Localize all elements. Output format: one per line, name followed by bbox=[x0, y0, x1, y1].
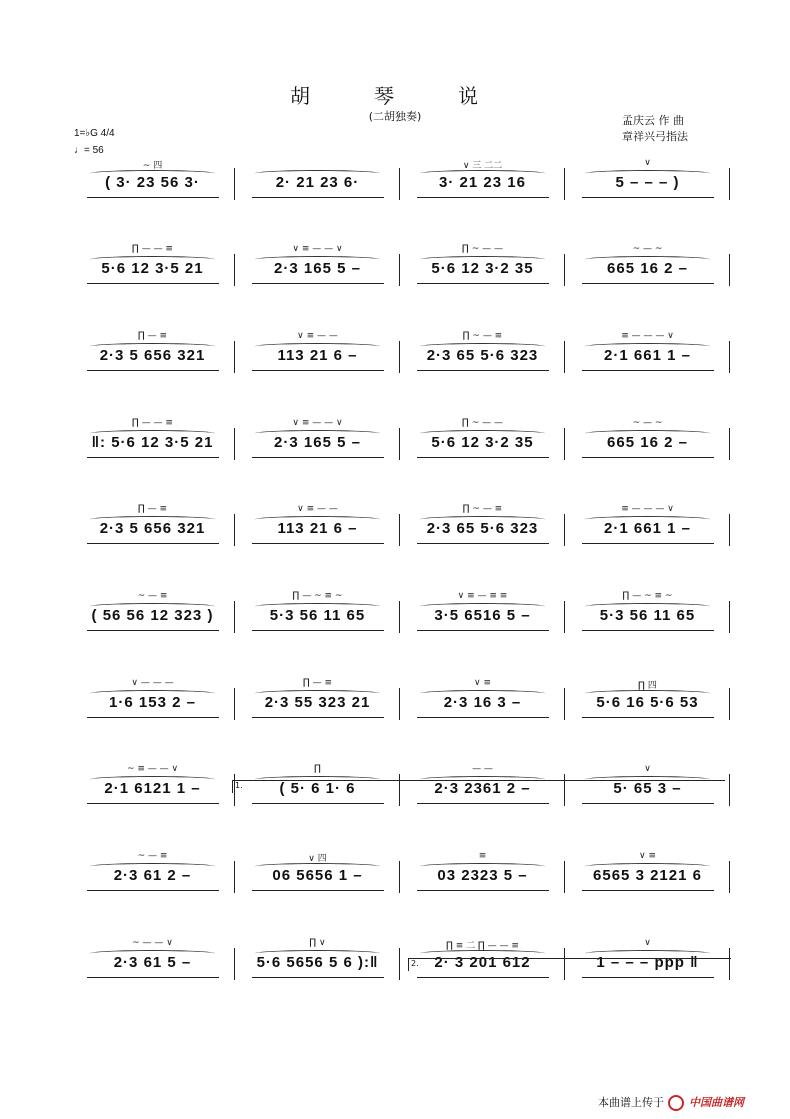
bowing-marks: ∨ bbox=[644, 158, 651, 168]
measure bbox=[400, 152, 565, 212]
note-group: 2·3 61 2 – bbox=[113, 867, 192, 884]
bowing-marks: ≡ bbox=[478, 851, 487, 861]
bowing-marks: ∨ bbox=[644, 764, 651, 774]
underline-beam bbox=[582, 370, 714, 371]
measure bbox=[70, 498, 235, 558]
note-group: 5·6 12 3·2 35 bbox=[431, 260, 534, 277]
measure bbox=[565, 152, 730, 212]
footer-site-name: 中国曲谱网 bbox=[689, 1096, 744, 1109]
score-row bbox=[70, 412, 740, 472]
note-group: 665 16 2 – bbox=[607, 434, 688, 451]
note-group: 2·3 55 323 21 bbox=[264, 694, 371, 711]
note-group: 5· 65 3 – bbox=[613, 780, 682, 797]
note-group: 2·3 65 5·6 323 bbox=[426, 347, 539, 364]
measure bbox=[400, 238, 565, 298]
underline-beam bbox=[87, 717, 219, 718]
tempo-marking: ♩= 56 bbox=[74, 145, 104, 156]
bowing-marks: ∏ 四 bbox=[638, 681, 657, 690]
note-group: 113 21 6 – bbox=[277, 347, 358, 364]
note-group: 03 2323 5 – bbox=[437, 867, 528, 884]
underline-beam bbox=[87, 370, 219, 371]
note-group: ( 5· 6 1· 6 bbox=[279, 780, 356, 797]
underline-beam bbox=[417, 457, 549, 458]
note-group: 2·1 661 1 – bbox=[604, 520, 691, 537]
bowing-marks: ∨ ≡ — — ∨ bbox=[292, 244, 343, 254]
underline-beam bbox=[417, 283, 549, 284]
score-subtitle: (二胡独奏) bbox=[368, 110, 422, 123]
bowing-marks: ∏ — — ≡ bbox=[132, 418, 173, 428]
underline-beam bbox=[252, 803, 384, 804]
underline-beam bbox=[582, 197, 714, 198]
underline-beam bbox=[417, 803, 549, 804]
measure bbox=[565, 412, 730, 472]
bowing-marks: ∨ ≡ bbox=[474, 678, 491, 688]
underline-beam bbox=[417, 543, 549, 544]
bowing-marks: ∨ 三 二二 bbox=[462, 161, 503, 170]
barline bbox=[729, 428, 730, 460]
underline-beam bbox=[87, 543, 219, 544]
note-group: 2·3 16 3 – bbox=[443, 694, 522, 711]
measure bbox=[235, 498, 400, 558]
score-row bbox=[70, 152, 740, 212]
bowing-marks: ∏ — ≡ bbox=[137, 504, 168, 514]
note-group: 5·3 56 11 65 bbox=[269, 607, 366, 624]
note-group: 5 – – – ) bbox=[615, 174, 680, 191]
note-group: 2· 3 201 612 bbox=[434, 954, 531, 971]
bowing-marks: ~ 四 bbox=[142, 161, 163, 170]
bowing-marks: ∏ ~ — — bbox=[462, 418, 503, 428]
measure bbox=[70, 412, 235, 472]
measure bbox=[235, 672, 400, 732]
score-row bbox=[70, 498, 740, 558]
volta-first-label: 1. bbox=[235, 781, 243, 790]
bowing-marks: ∏ ≡ 二 ∏ — — ≡ bbox=[446, 941, 519, 950]
bowing-marks: ~ — — ∨ bbox=[132, 938, 173, 948]
note-group: 113 21 6 – bbox=[277, 520, 358, 537]
composer-credit: 孟庆云 作 曲 bbox=[622, 114, 684, 127]
barline bbox=[729, 168, 730, 200]
bowing-marks: ∏ — ≡ bbox=[137, 331, 168, 341]
volta-first bbox=[232, 780, 725, 793]
key-signature: 1=♭G 4/4 bbox=[74, 128, 115, 139]
bowing-marks: ~ — ≡ bbox=[137, 591, 168, 601]
bowing-marks: ∨ — — — bbox=[131, 678, 174, 688]
bowing-marks: ~ — ~ bbox=[632, 418, 663, 428]
measure bbox=[565, 585, 730, 645]
underline-beam bbox=[252, 717, 384, 718]
underline-beam bbox=[252, 197, 384, 198]
measure bbox=[400, 412, 565, 472]
underline-beam bbox=[87, 283, 219, 284]
bowing-marks: ∨ ≡ bbox=[639, 851, 656, 861]
underline-beam bbox=[582, 283, 714, 284]
underline-beam bbox=[252, 630, 384, 631]
note-group: 3·5 6516 5 – bbox=[434, 607, 531, 624]
note-group: 2·3 2361 2 – bbox=[434, 780, 531, 797]
underline-beam bbox=[582, 630, 714, 631]
measure bbox=[565, 238, 730, 298]
note-group: 3· 21 23 16 bbox=[439, 174, 526, 191]
bowing-marks: ∨ bbox=[644, 938, 651, 948]
note-group: 2·3 5 656 321 bbox=[99, 520, 206, 537]
measure bbox=[70, 758, 235, 818]
measure bbox=[70, 152, 235, 212]
measure bbox=[70, 238, 235, 298]
underline-beam bbox=[252, 890, 384, 891]
bowing-marks: — — bbox=[472, 764, 493, 774]
measure bbox=[235, 412, 400, 472]
barline bbox=[729, 601, 730, 633]
barline bbox=[729, 341, 730, 373]
underline-beam bbox=[87, 977, 219, 978]
measure bbox=[400, 498, 565, 558]
underline-beam bbox=[252, 283, 384, 284]
bowing-marks: ∏ ~ — ≡ bbox=[462, 504, 503, 514]
barline bbox=[729, 688, 730, 720]
measure bbox=[565, 498, 730, 558]
bowing-marks: ∨ ≡ — ≡ ≡ bbox=[457, 591, 508, 601]
note-group: 1 – – – ppp ‖ bbox=[596, 954, 699, 971]
underline-beam bbox=[417, 890, 549, 891]
bowing-marks: ∨ ≡ — — bbox=[297, 331, 338, 341]
note-group: 5·6 5656 5 6 ):‖ bbox=[256, 954, 379, 971]
bowing-marks: ∏ bbox=[314, 764, 321, 774]
note-group: 2·3 165 5 – bbox=[274, 434, 361, 451]
measure bbox=[400, 325, 565, 385]
bowing-marks: ∏ ~ — — bbox=[462, 244, 503, 254]
measure bbox=[70, 672, 235, 732]
underline-beam bbox=[582, 977, 714, 978]
note-group: 2·3 65 5·6 323 bbox=[426, 520, 539, 537]
underline-beam bbox=[87, 630, 219, 631]
underline-beam bbox=[252, 977, 384, 978]
underline-beam bbox=[582, 803, 714, 804]
measure bbox=[400, 845, 565, 905]
score-row bbox=[70, 845, 740, 905]
underline-beam bbox=[417, 197, 549, 198]
measure bbox=[400, 585, 565, 645]
measure bbox=[70, 325, 235, 385]
measure bbox=[400, 672, 565, 732]
measure bbox=[70, 932, 235, 992]
bowing-marks: ∏ ~ — ≡ bbox=[462, 331, 503, 341]
underline-beam bbox=[87, 197, 219, 198]
footer-uploaded-label: 本曲谱上传于 bbox=[598, 1096, 664, 1109]
bowing-marks: ∏ — — ≡ bbox=[132, 244, 173, 254]
underline-beam bbox=[417, 630, 549, 631]
note-group: 5·3 56 11 65 bbox=[599, 607, 696, 624]
score-row bbox=[70, 238, 740, 298]
note-group: 2· 21 23 6· bbox=[275, 174, 360, 191]
underline-beam bbox=[582, 457, 714, 458]
underline-beam bbox=[252, 370, 384, 371]
note-group: 6565 3 2121 6 bbox=[593, 867, 702, 884]
measure bbox=[235, 152, 400, 212]
note-group: 1·6 153 2 – bbox=[109, 694, 196, 711]
underline-beam bbox=[252, 543, 384, 544]
bowing-marks: ∨ 四 bbox=[308, 854, 327, 863]
site-logo-icon bbox=[668, 1095, 684, 1111]
barline bbox=[729, 254, 730, 286]
bowing-marks: ∏ — ~ ≡ ~ bbox=[292, 591, 343, 601]
volta-second-label: 2. bbox=[411, 959, 419, 968]
bowing-marks: ~ — ~ bbox=[632, 244, 663, 254]
note-group: 06 5656 1 – bbox=[272, 867, 363, 884]
note-group: 2·3 5 656 321 bbox=[99, 347, 206, 364]
note-group: 5·6 12 3·5 21 bbox=[101, 260, 204, 277]
measure bbox=[565, 672, 730, 732]
score-title: 胡 琴 说 bbox=[290, 84, 500, 108]
measure bbox=[235, 932, 400, 992]
underline-beam bbox=[87, 890, 219, 891]
note-group: 2·1 661 1 – bbox=[604, 347, 691, 364]
note-group: 5·6 12 3·2 35 bbox=[431, 434, 534, 451]
measure bbox=[235, 238, 400, 298]
bowing-marks: ~ — ≡ bbox=[137, 851, 168, 861]
note-group: 2·3 165 5 – bbox=[274, 260, 361, 277]
bowing-marks: ≡ — — — ∨ bbox=[621, 331, 674, 341]
bowing-marks: ∏ ∨ bbox=[309, 938, 326, 948]
bowing-marks: ∨ ≡ — — ∨ bbox=[292, 418, 343, 428]
measure bbox=[235, 585, 400, 645]
bowing-marks: ∏ — ≡ bbox=[302, 678, 333, 688]
measure bbox=[70, 845, 235, 905]
bowing-marks: ≡ — — — ∨ bbox=[621, 504, 674, 514]
note-group: 2·3 61 5 – bbox=[113, 954, 192, 971]
note-group: ‖: 5·6 12 3·5 21 bbox=[91, 434, 214, 451]
barline bbox=[729, 514, 730, 546]
underline-beam bbox=[252, 457, 384, 458]
measure bbox=[565, 845, 730, 905]
bowing-marks: ∏ — ~ ≡ ~ bbox=[622, 591, 673, 601]
bowing-credit: 章祥兴弓指法 bbox=[622, 130, 688, 143]
footer-upload-note bbox=[598, 1094, 744, 1111]
barline bbox=[729, 861, 730, 893]
note-group: ( 56 56 12 323 ) bbox=[91, 607, 214, 624]
underline-beam bbox=[417, 717, 549, 718]
underline-beam bbox=[417, 370, 549, 371]
measure bbox=[235, 325, 400, 385]
bowing-marks: ∨ ≡ — — bbox=[297, 504, 338, 514]
score-row bbox=[70, 672, 740, 732]
underline-beam bbox=[582, 890, 714, 891]
bowing-marks: ~ ≡ — — ∨ bbox=[126, 764, 179, 774]
underline-beam bbox=[582, 543, 714, 544]
note-group: 5·6 16 5·6 53 bbox=[596, 694, 699, 711]
bowing-marks bbox=[239, 158, 396, 170]
underline-beam bbox=[417, 977, 549, 978]
score-row bbox=[70, 585, 740, 645]
underline-beam bbox=[582, 717, 714, 718]
volta-second bbox=[408, 958, 731, 971]
underline-beam bbox=[87, 457, 219, 458]
note-group: 665 16 2 – bbox=[607, 260, 688, 277]
measure bbox=[70, 585, 235, 645]
barline bbox=[729, 774, 730, 806]
note-group: 2·1 6121 1 – bbox=[104, 780, 201, 797]
measure bbox=[565, 325, 730, 385]
underline-beam bbox=[87, 803, 219, 804]
score-row bbox=[70, 325, 740, 385]
measure bbox=[235, 845, 400, 905]
note-group: ( 3· 23 56 3· bbox=[105, 174, 200, 191]
